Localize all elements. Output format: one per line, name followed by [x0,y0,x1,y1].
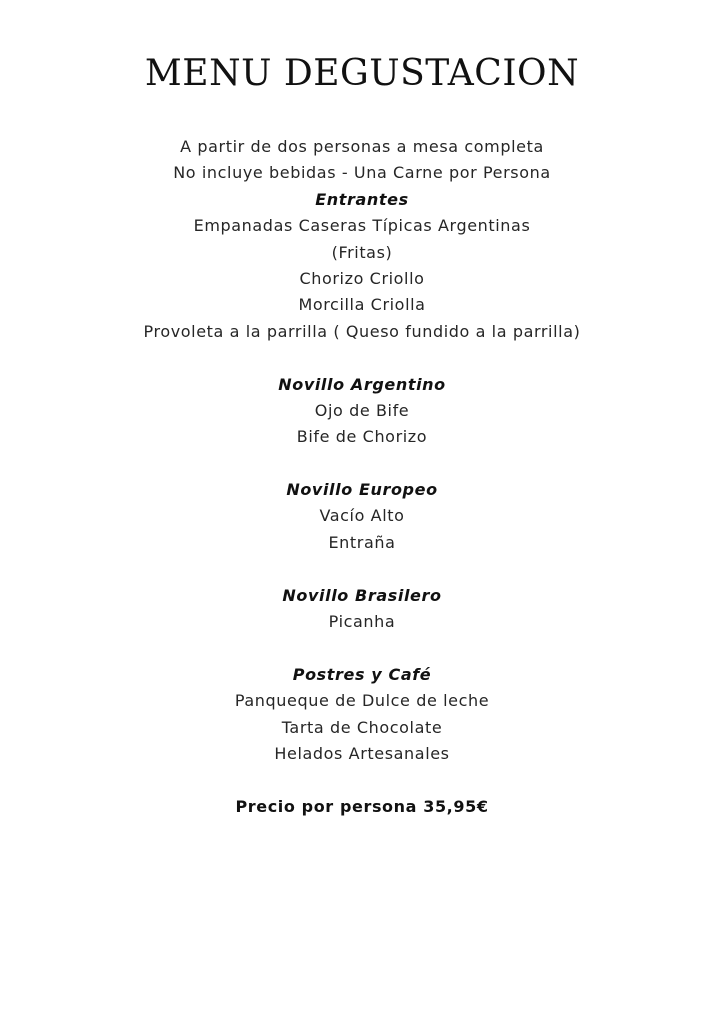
section-heading-novillo-brasilero: Novillo Brasilero [282,585,442,605]
menu-item: Bife de Chorizo [296,427,428,447]
spacer [0,451,724,477]
menu-item: Provoleta a la parrilla ( Queso fundido a la parrilla) [143,321,581,341]
spacer [0,345,724,371]
menu-item: Morcilla Criolla [298,295,426,315]
menu-item: (Fritas) [331,242,393,262]
menu-item: Ojo de Bife [314,400,410,420]
menu-content [0,134,724,820]
section-heading-novillo-europeo: Novillo Europeo [286,480,438,500]
menu-item: Tarta de Chocolate [281,717,443,737]
menu-item: Helados Artesanales [274,743,450,763]
menu-item: Picanha [328,612,396,632]
menu-item: Panqueque de Dulce de leche [234,691,490,711]
price-per-person: Precio por persona 35,95€ [235,796,489,816]
spacer [0,767,724,793]
section-heading-postres: Postres y Café [292,664,432,684]
section-heading-entrantes: Entrantes [315,189,409,209]
menu-item: Entraña [328,532,396,552]
spacer [0,635,724,661]
intro-line-2: No incluye bebidas - Una Carne por Persona [173,163,551,183]
section-heading-novillo-argentino: Novillo Argentino [278,374,446,394]
page-title: MENU DEGUSTACION [144,53,580,94]
menu-item: Vacío Alto [319,506,405,526]
intro-line-1: A partir de dos personas a mesa completa [180,137,544,156]
menu-item: Chorizo Criollo [299,268,425,288]
spacer [0,556,724,582]
menu-item: Empanadas Caseras Típicas Argentinas [193,216,531,236]
